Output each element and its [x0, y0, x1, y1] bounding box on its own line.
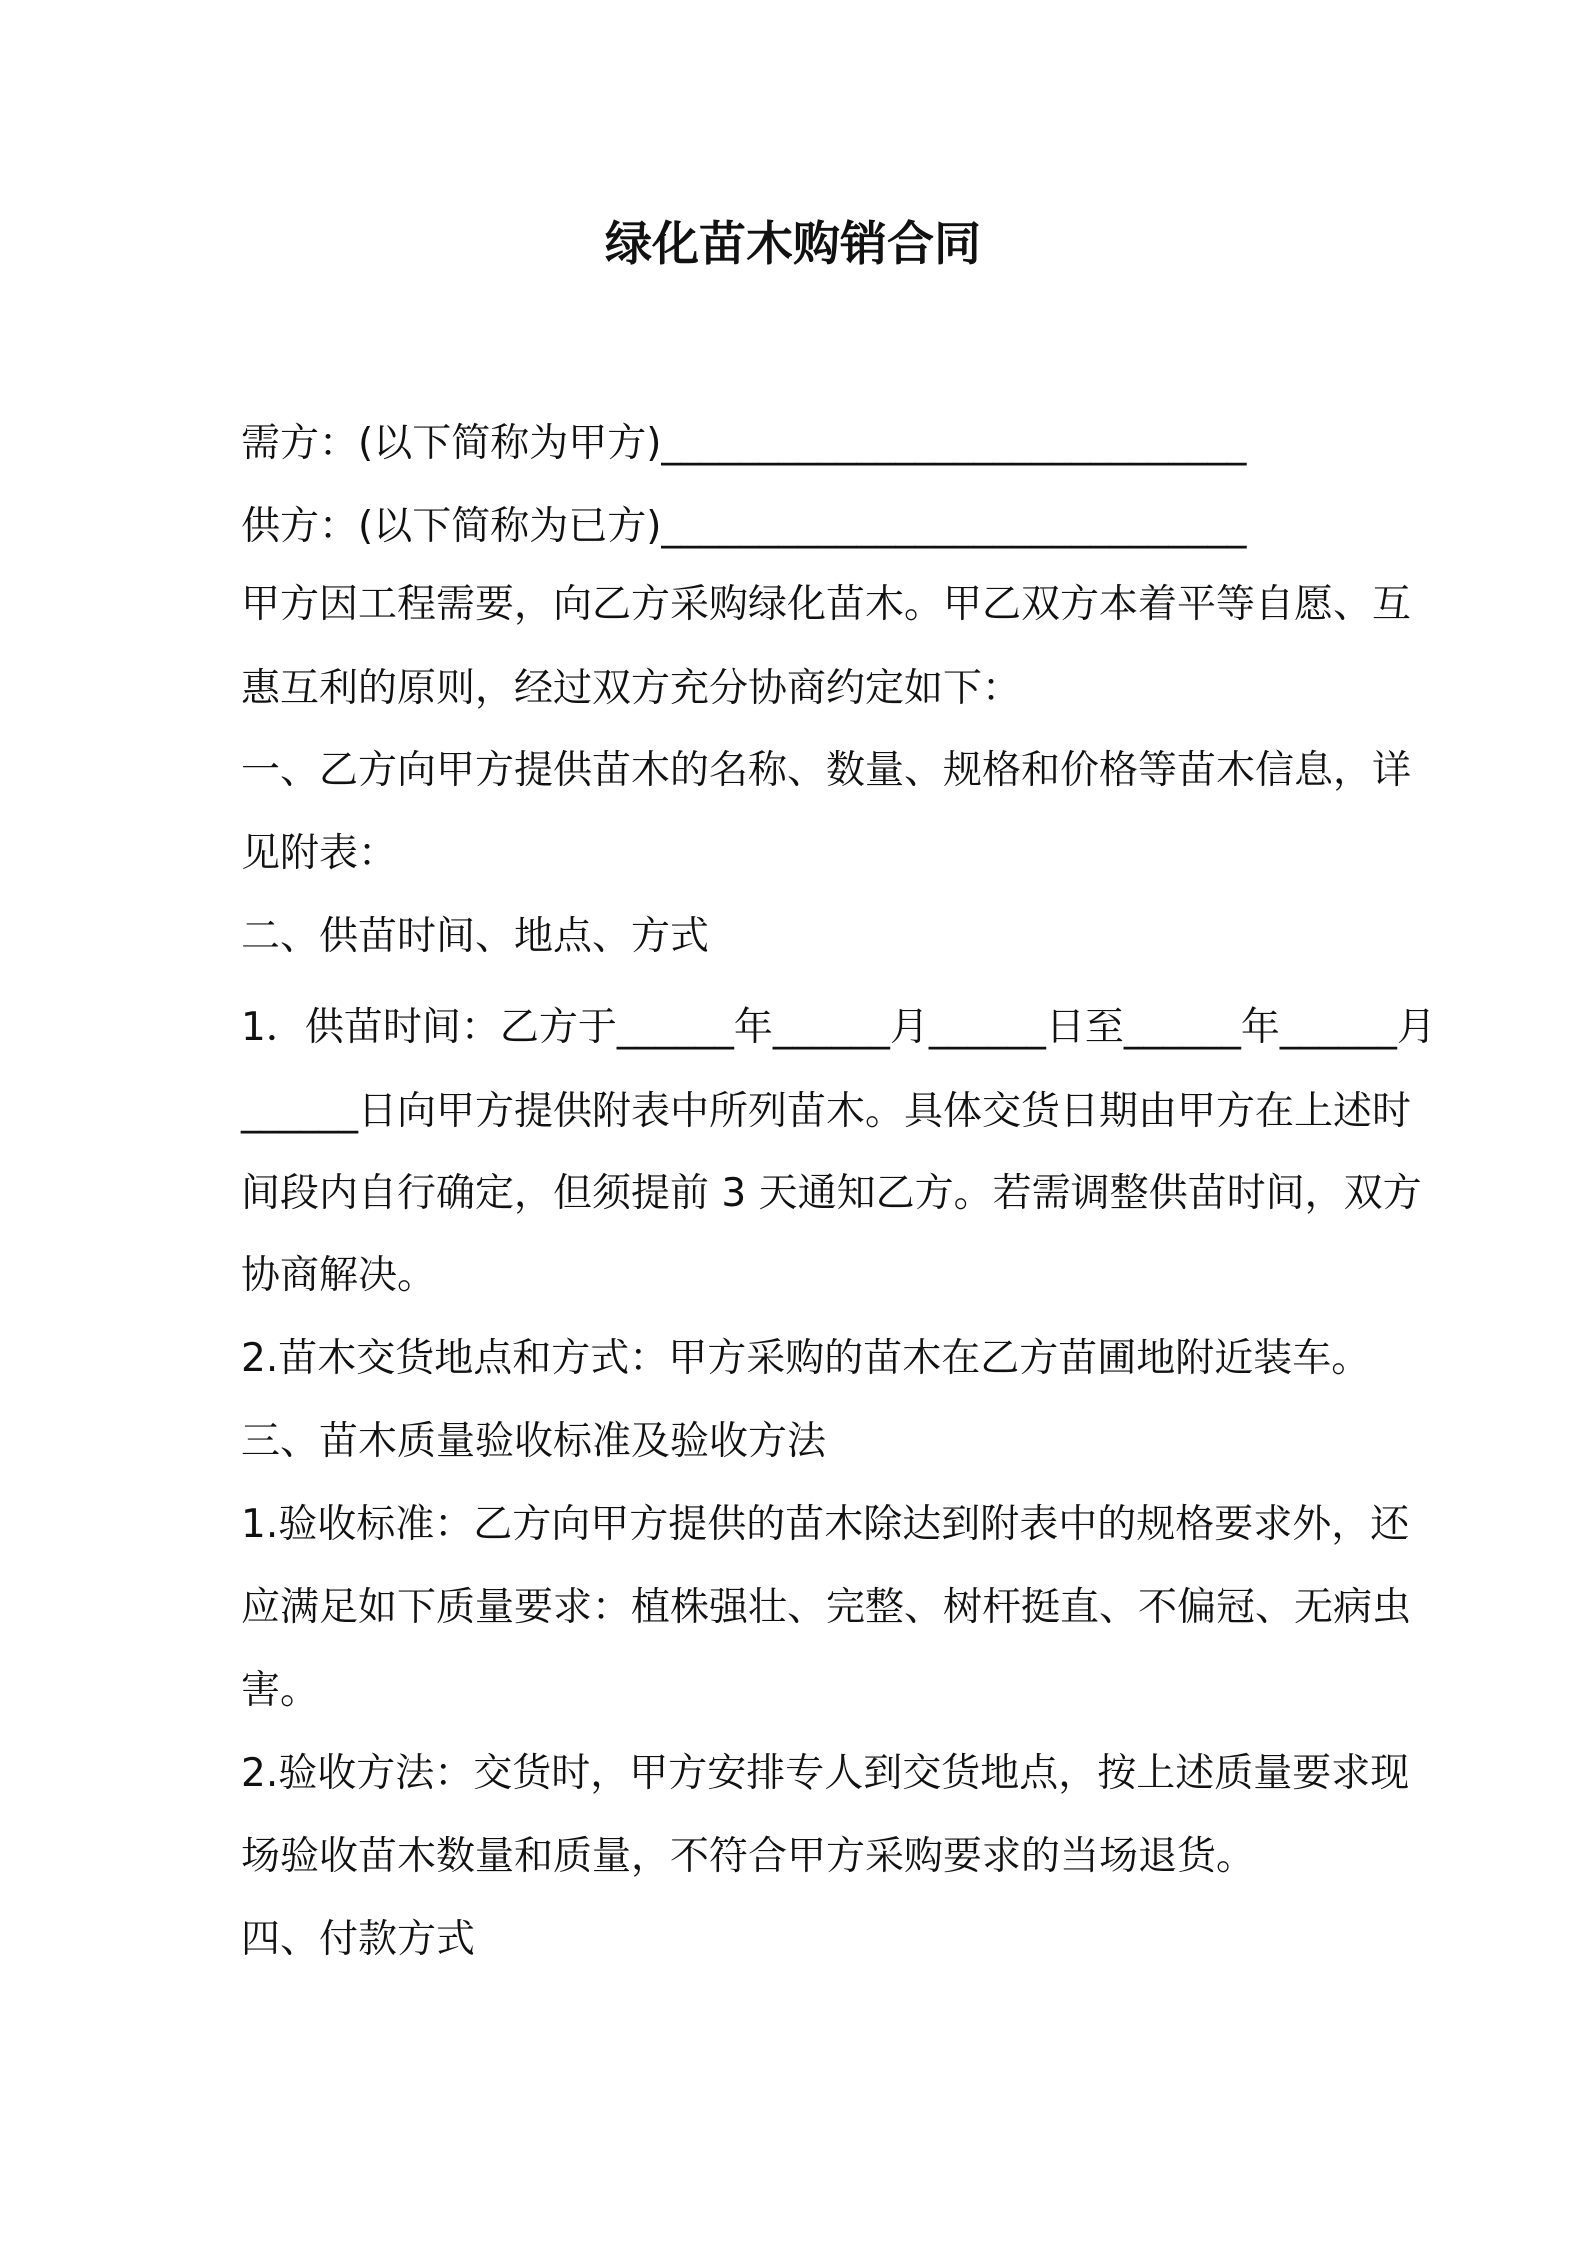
clause-line: ______日向甲方提供附表中所列苗木。具体交货日期由甲方在上述时	[241, 1089, 1412, 1134]
clause-line: 协商解决。	[241, 1253, 437, 1298]
clause-line: 2.苗木交货地点和方式：甲方采购的苗木在乙方苗圃地附近装车。	[241, 1336, 1371, 1381]
section-one-line: 一、乙方向甲方提供苗木的名称、数量、规格和价格等苗木信息，详	[241, 748, 1412, 793]
clause-line: 1．供苗时间：乙方于______年______月______日至______年______月	[241, 1005, 1436, 1050]
clause-line: 害。	[241, 1668, 320, 1713]
clause-line: 场验收苗木数量和质量，不符合甲方采购要求的当场退货。	[241, 1834, 1256, 1879]
clause-line: 2.验收方法：交货时，甲方安排专人到交货地点，按上述质量要求现	[241, 1751, 1410, 1796]
supplier-line: 供方：(以下简称为已方)______________________________	[241, 504, 1247, 549]
buyer-line: 需方：(以下简称为甲方)______________________________	[241, 421, 1247, 466]
section-two-heading: 二、供苗时间、地点、方式	[241, 914, 710, 959]
paragraph-line: 惠互利的原则，经过双方充分协商约定如下：	[241, 666, 1022, 711]
section-one-line: 见附表：	[241, 831, 398, 876]
document-title: 绿化苗木购销合同	[605, 217, 981, 272]
clause-line: 应满足如下质量要求：植株强壮、完整、树杆挺直、不偏冠、无病虫	[241, 1585, 1412, 1630]
section-four-heading: 四、付款方式	[241, 1917, 476, 1962]
clause-line: 间段内自行确定，但须提前 3 天通知乙方。若需调整供苗时间，双方	[241, 1171, 1422, 1216]
section-three-heading: 三、苗木质量验收标准及验收方法	[241, 1419, 827, 1464]
paragraph-line: 甲方因工程需要，向乙方采购绿化苗木。甲乙双方本着平等自愿、互	[241, 582, 1412, 627]
clause-line: 1.验收标准：乙方向甲方提供的苗木除达到附表中的规格要求外，还	[241, 1502, 1410, 1547]
